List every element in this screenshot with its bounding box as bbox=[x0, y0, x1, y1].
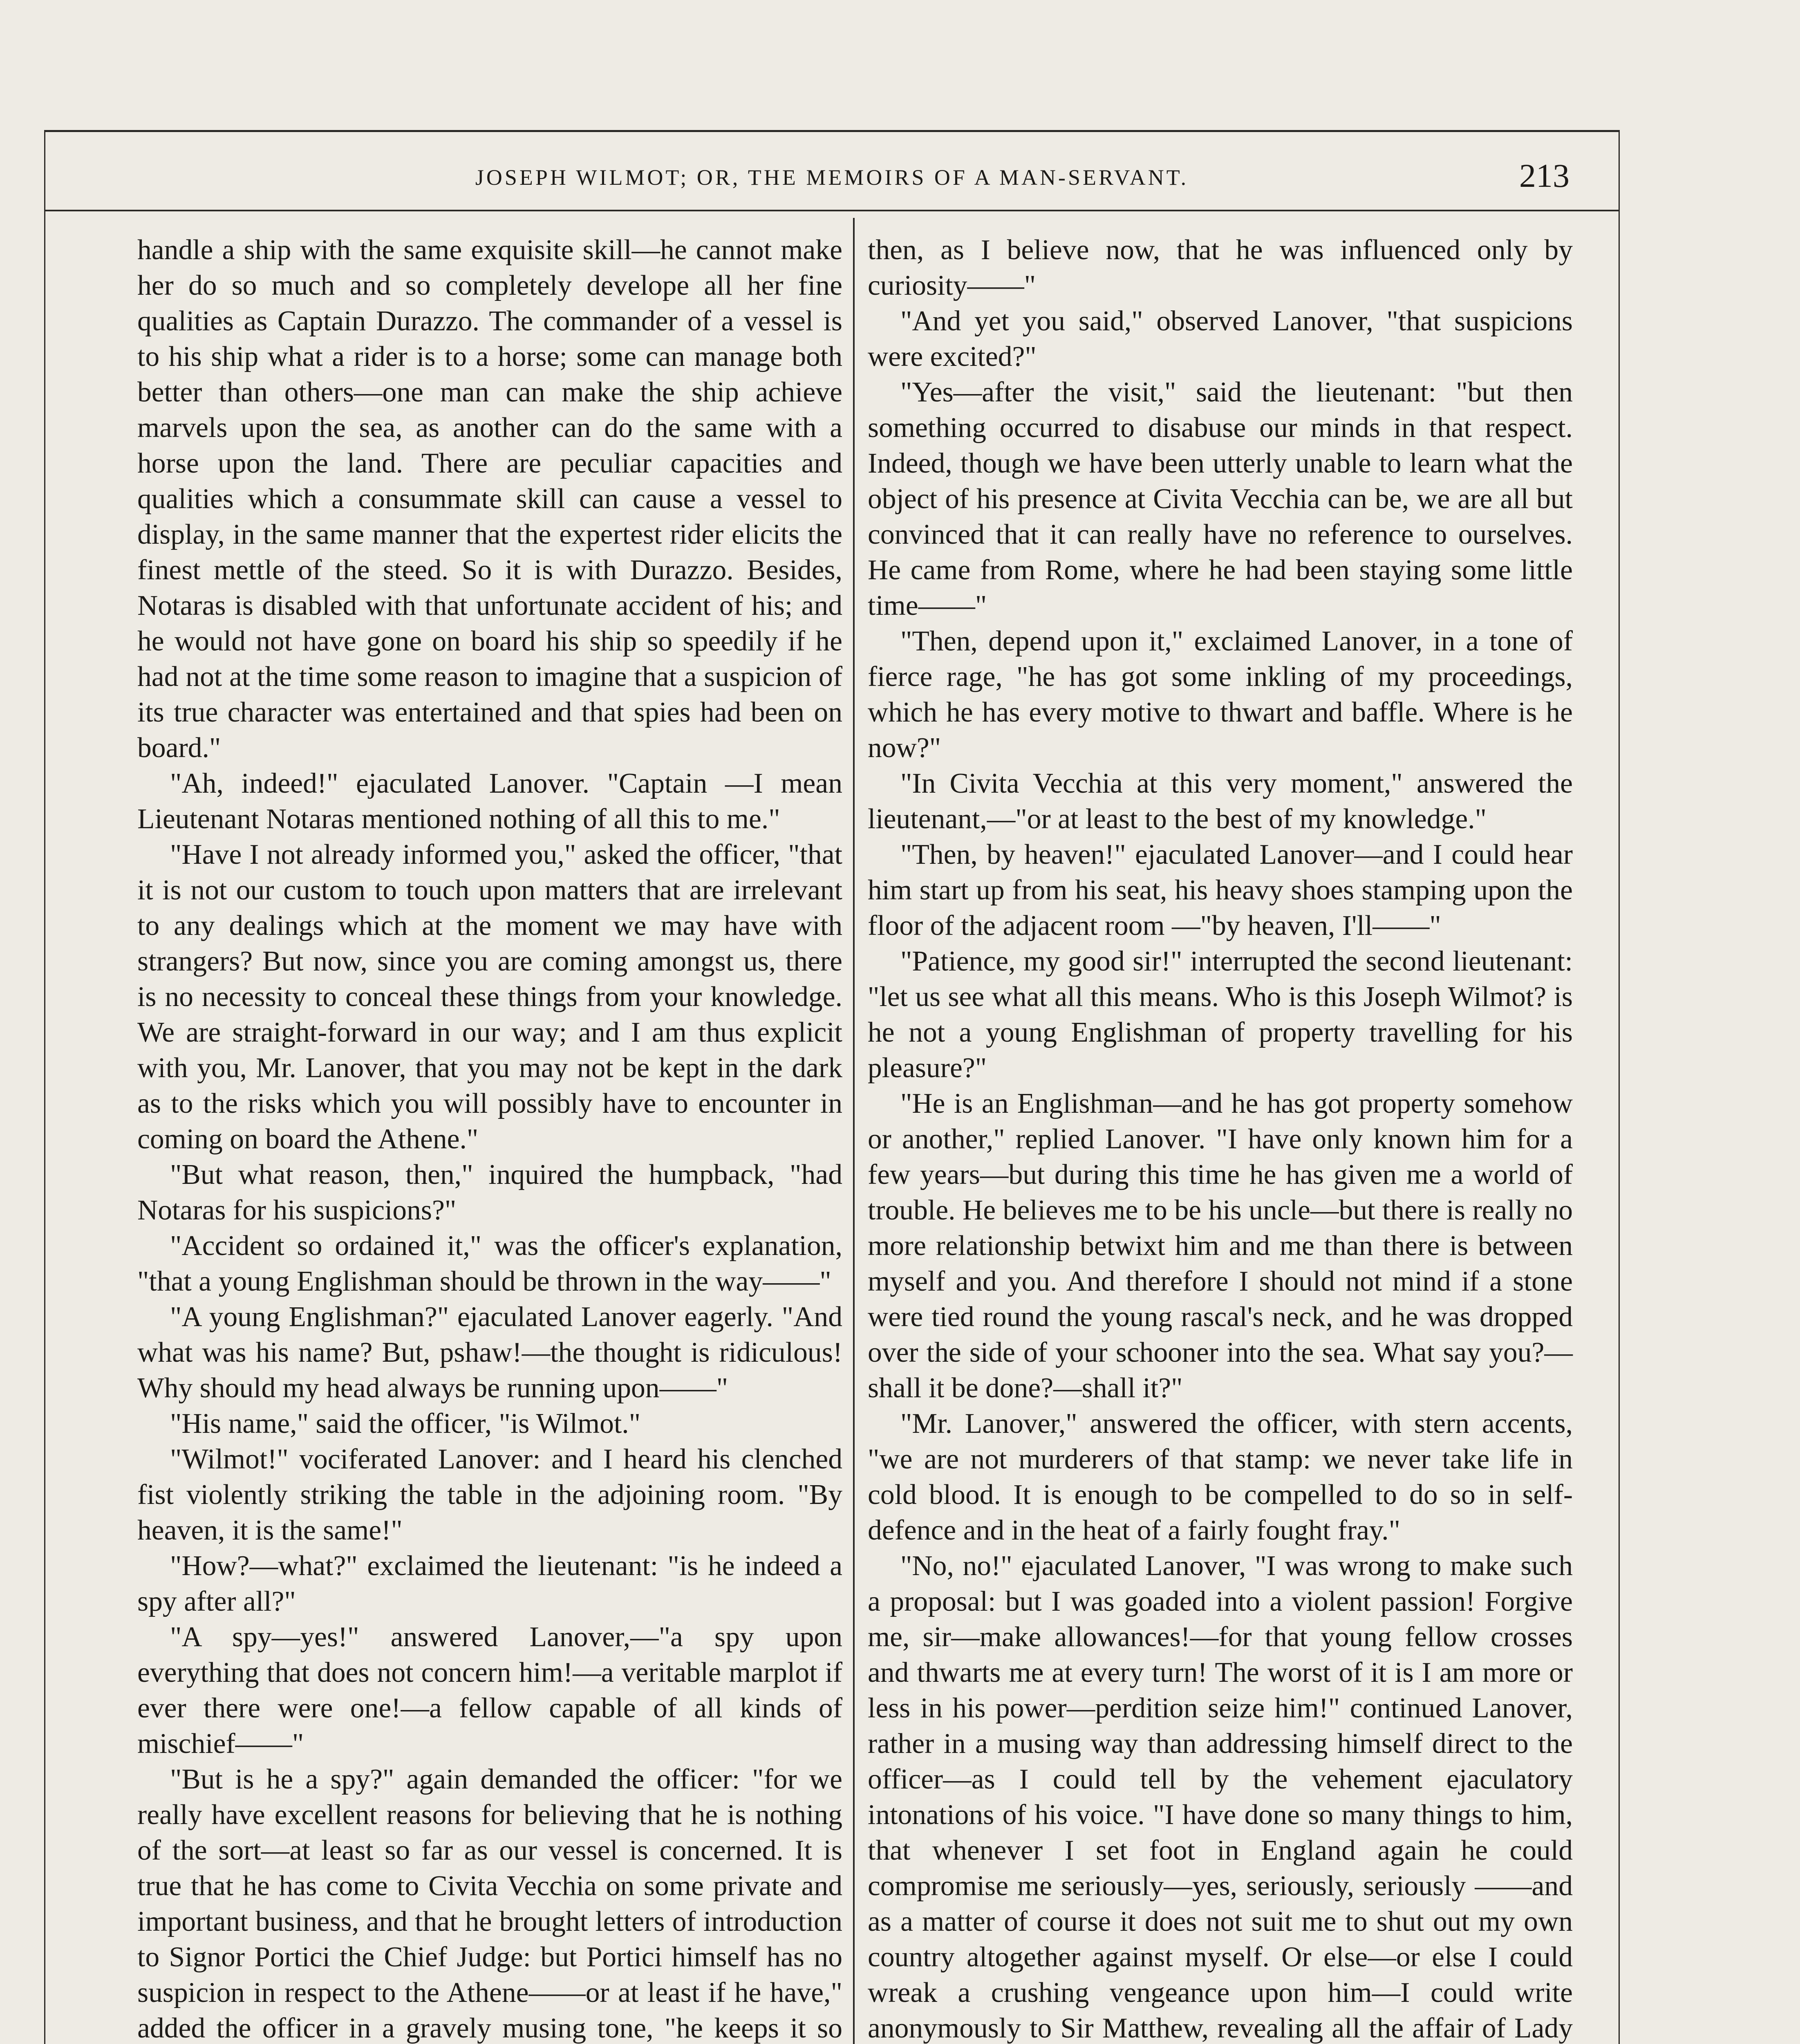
printed-page bbox=[44, 130, 1620, 2044]
left-column bbox=[137, 232, 842, 2044]
paragraph: handle a ship with the same exquisite skill—he cannot make her do so much and so completely develope all her fine qualities as Captain Durazzo. The commander of a vessel is to his ship what a rider is to a horse; some can manage both better than others—one man can make the ship achieve marvels upon the sea, as another can do the same with a horse upon the land. There are peculiar capacities and qualities which a consummate skill can cause a vessel to display, in the same manner that the expertest rider elicits the finest mettle of the steed. So it is with Durazzo. Besides, Notaras is disabled with that unfortunate accident of his; and he would not have gone on board his ship so speedily if he had not at the time some reason to imagine that a suspicion of its true character was entertained and that spies had been on board." bbox=[137, 234, 842, 764]
paragraph: "But is he a spy?" again demanded the officer: "for we really have excellent reasons for believing that he is nothing of the sort—at least so far as our vessel is concerned. It is true that he has come to Civita Vecchia on some private and important business, and that he brought letters of introduction to Signor Portici the Chief Judge: but Portici himself has no suspicion in respect to the Athene——or at least if he have," added the officer in a gravely musing tone, "he keeps it so bbox=[137, 1764, 842, 2044]
paragraph: "Mr. Lanover," answered the officer, with stern accents, "we are not murderers of that stamp: we never take life in cold blood. It is enough to be compelled to do so in self-defence and in the heat of a fairly fought fray." bbox=[868, 1408, 1573, 1546]
paragraph: "Patience, my good sir!" interrupted the second lieutenant: "let us see what all this means. Who is this Joseph Wilmot? is he not a young Englishman of property travelling for his pleasure?" bbox=[868, 946, 1573, 1084]
paragraph: "No, no!" ejaculated Lanover, "I was wrong to make such a proposal: but I was goaded into a violent passion! Forgive me, sir—make allowances!—for that young fellow crosses and thwarts me at every turn! The worst of it is I am more or less in his power—perdition seize him!" continued Lanover, rather in a musing way than addressing himself direct to the officer—as I could tell by the vehement ejaculatory intonations of his voice. "I have done so many things to him, that whenever I set foot in England again he could compromise me seriously—yes, seriously, seriously ——and as a matter of course it does not suit me to shut out my own country altogether against myself. Or else—or else I could wreak a crushing vengeance upon him—I could write anonymously to Sir Matthew, revealing all the affair of Lady bbox=[868, 1550, 1573, 2044]
paragraph: "He is an Englishman—and he has got property somehow or another," replied Lanover. "I have only known him for a few years—but during this time he has given me a world of trouble. He believes me to be his uncle—but there is really no more relationship betwixt him and me than there is between myself and you. And therefore I should not mind if a stone were tied round the young rascal's neck, and he was dropped over the side of your schooner into the sea. What say you?—shall it be done?—shall it?" bbox=[868, 1088, 1573, 1404]
right-column bbox=[868, 232, 1573, 2044]
page-number: 213 bbox=[1519, 157, 1569, 194]
paragraph: "Have I not already informed you," asked the officer, "that it is not our custom to touch upon matters that are irrelevant to any dealings which at the moment we may have with strangers? But now, since you are coming amongst us, there is no necessity to conceal these things from your knowledge. We are straight-forward in our way; and I am thus explicit with you, Mr. Lanover, that you may not be kept in the dark as to the risks which you will possibly have to encounter in coming on board the Athene." bbox=[137, 839, 842, 1155]
paragraph: "And yet you said," observed Lanover, "that suspicions were excited?" bbox=[868, 305, 1573, 372]
header-rule bbox=[45, 210, 1619, 211]
paragraph: "Yes—after the visit," said the lieutenant: "but then something occurred to disabuse our minds in that respect. Indeed, though we have been utterly unable to learn what the object of his presence at Civita Vecchia can be, we are all but convinced that it can really have no reference to ourselves. He came from Rome, where he had been staying some little time——" bbox=[868, 377, 1573, 621]
paragraph: "His name," said the officer, "is Wilmot." bbox=[170, 1408, 641, 1439]
page-header bbox=[45, 157, 1619, 202]
paragraph: "A young Englishman?" ejaculated Lanover eagerly. "And what was his name? But, pshaw!—the thought is ridiculous! Why should my head always be running upon——" bbox=[137, 1301, 842, 1404]
paragraph: "But what reason, then," inquired the humpback, "had Notaras for his suspicions?" bbox=[137, 1159, 842, 1226]
paragraph: then, as I believe now, that he was influenced only by curiosity——" bbox=[868, 234, 1573, 301]
paragraph: "Ah, indeed!" ejaculated Lanover. "Captain —I mean Lieutenant Notaras mentioned nothing of all this to me." bbox=[137, 768, 842, 835]
paragraph: "A spy—yes!" answered Lanover,—"a spy upon everything that does not concern him!—a veritable marplot if ever there were one!—a fellow capable of all kinds of mischief——" bbox=[137, 1621, 842, 1759]
paragraph: "Then, depend upon it," exclaimed Lanover, in a tone of fierce rage, "he has got some inkling of my proceedings, which he has every motive to thwart and baffle. Where is he now?" bbox=[868, 625, 1573, 764]
paragraph: "How?—what?" exclaimed the lieutenant: "is he indeed a spy after all?" bbox=[137, 1550, 842, 1617]
running-title: JOSEPH WILMOT; OR, THE MEMOIRS OF A MAN-SERVANT. bbox=[475, 165, 1189, 190]
paragraph: "In Civita Vecchia at this very moment," answered the lieutenant,—"or at least to the best of my knowledge." bbox=[868, 768, 1573, 835]
paragraph: "Then, by heaven!" ejaculated Lanover—and I could hear him start up from his seat, his heavy shoes stamping upon the floor of the adjacent room —"by heaven, I'll——" bbox=[868, 839, 1573, 941]
paragraph: "Wilmot!" vociferated Lanover: and I heard his clenched fist violently striking the table in the adjoining room. "By heaven, it is the same!" bbox=[137, 1443, 842, 1546]
column-divider bbox=[853, 218, 855, 2044]
paragraph: "Accident so ordained it," was the officer's explanation, "that a young Englishman should be thrown in the way——" bbox=[137, 1230, 842, 1297]
